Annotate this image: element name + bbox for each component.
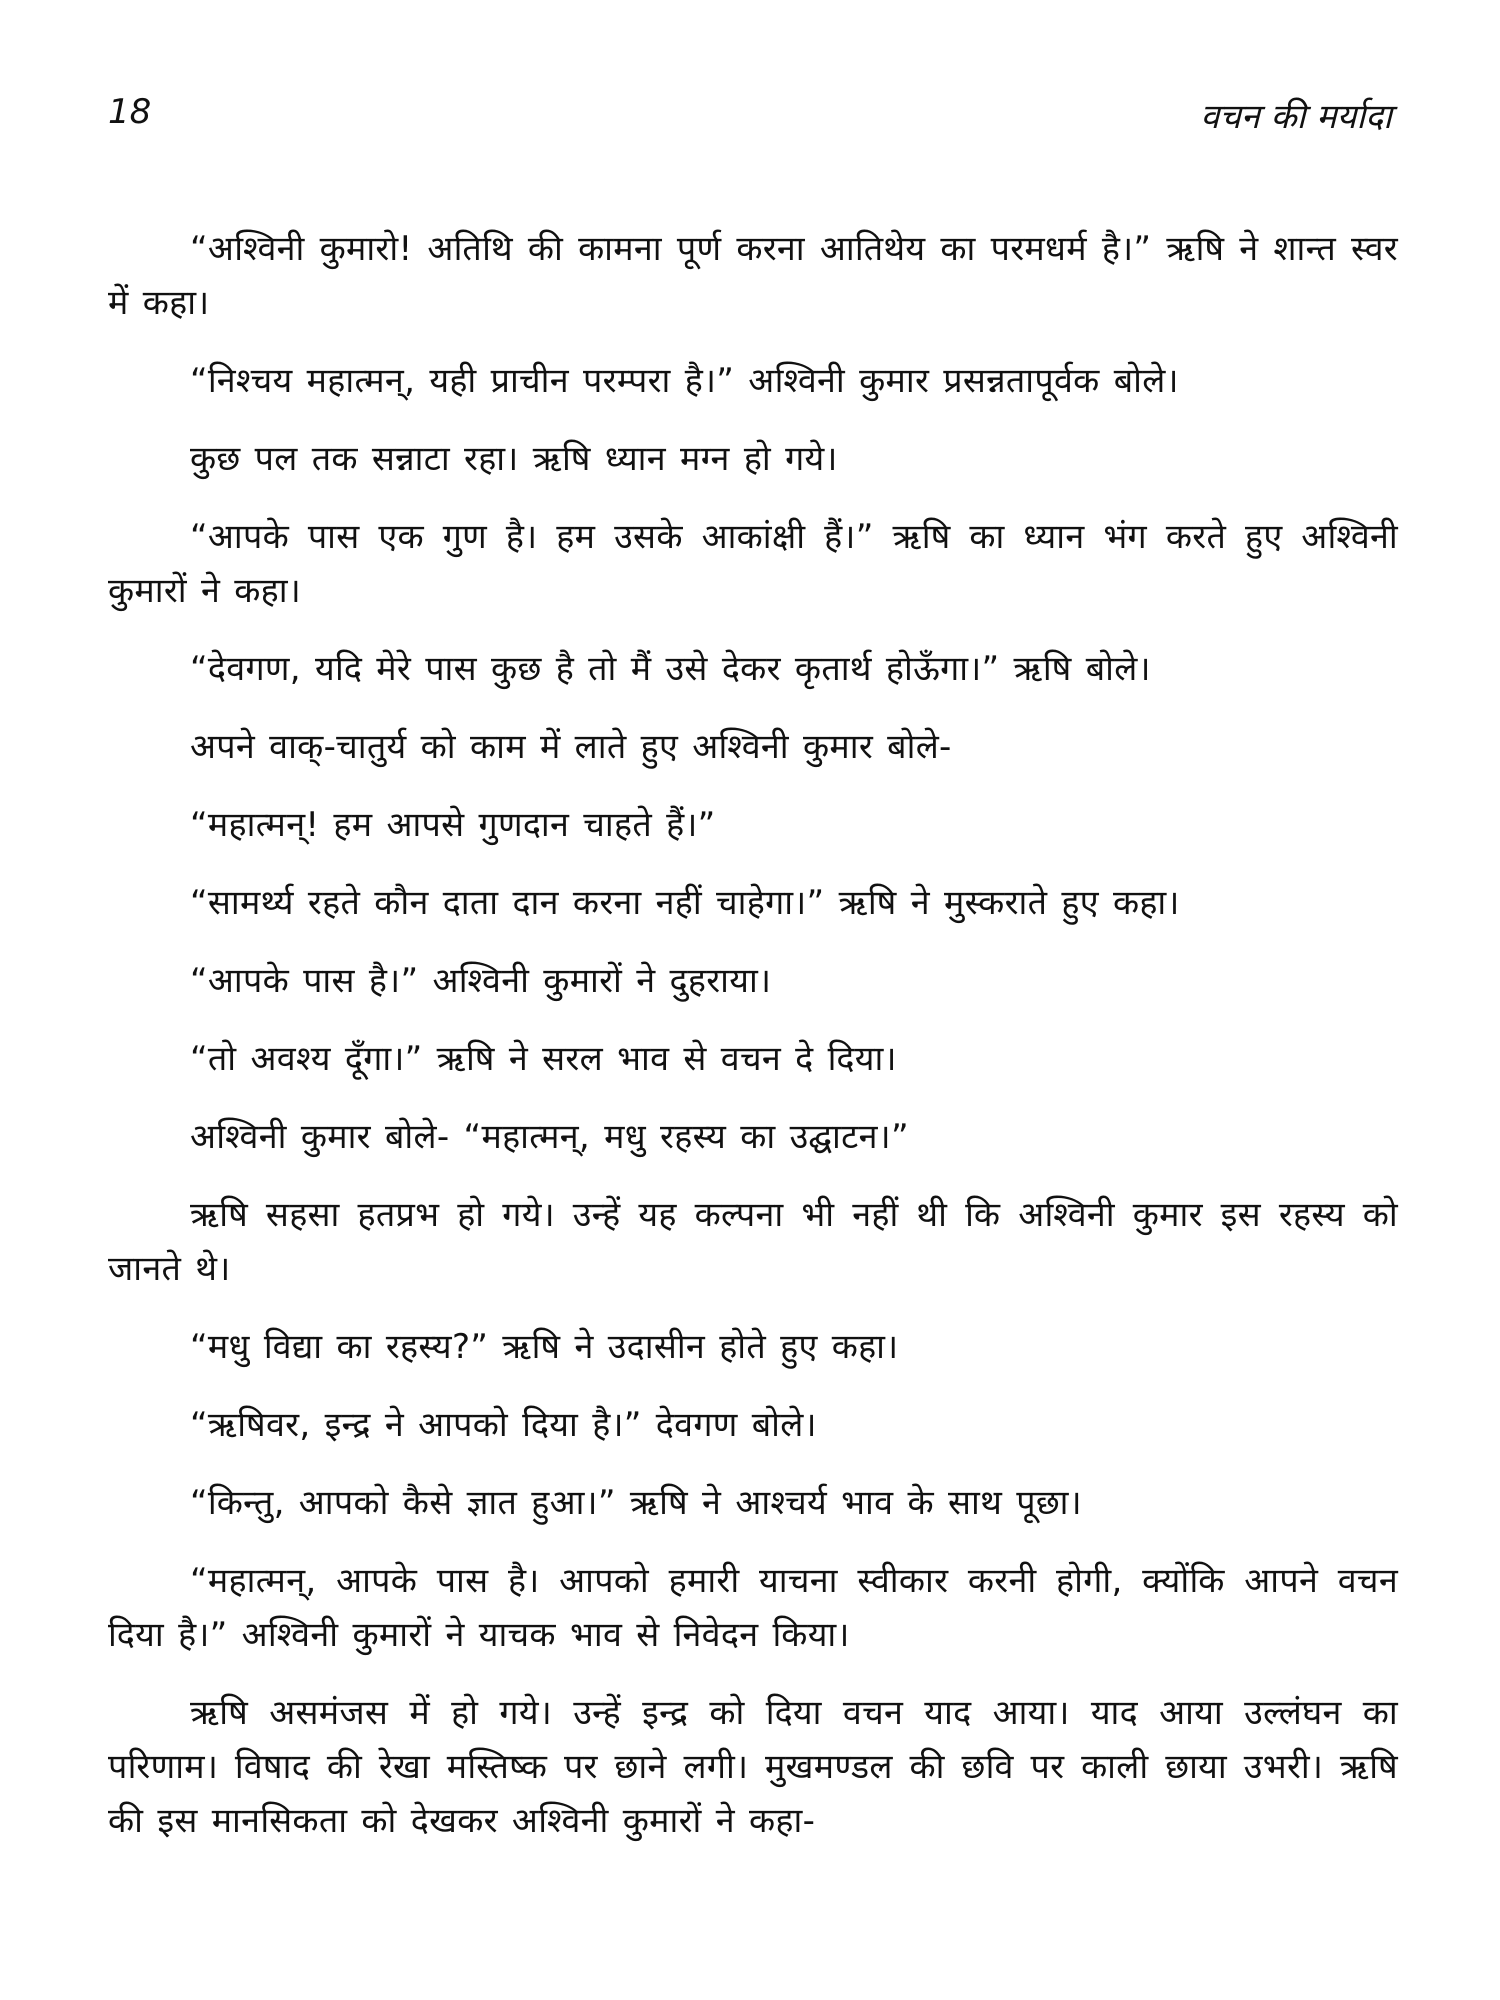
page-number: 18 bbox=[108, 92, 152, 132]
paragraph: “महात्मन्! हम आपसे गुणदान चाहते हैं।” bbox=[190, 805, 716, 845]
paragraph: “आपके पास एक गुण है। हम उसके आकांक्षी हैं।” ऋषि का ध्यान भंग करते हुए अश्विनी कुमारों ने कहा। bbox=[108, 517, 1398, 611]
paragraph: “निश्चय महात्मन्, यही प्राचीन परम्परा है।” अश्विनी कुमार प्रसन्नतापूर्वक बोले। bbox=[190, 361, 1179, 401]
paragraph: “सामर्थ्य रहते कौन दाता दान करना नहीं चाहेगा।” ऋषि ने मुस्कराते हुए कहा। bbox=[190, 883, 1180, 923]
paragraph: अश्विनी कुमार बोले- “महात्मन्, मधु रहस्य का उद्घाटन।” bbox=[190, 1117, 909, 1157]
paragraph: “किन्तु, आपको कैसे ज्ञात हुआ।” ऋषि ने आश्चर्य भाव के साथ पूछा। bbox=[190, 1483, 1082, 1523]
body-text bbox=[108, 222, 1398, 1872]
paragraph: अपने वाक्-चातुर्य को काम में लाते हुए अश्विनी कुमार बोले- bbox=[190, 727, 952, 767]
paragraph: ऋषि असमंजस में हो गये। उन्हें इन्द्र को दिया वचन याद आया। याद आया उल्लंघन का परिणाम। विषाद की रेखा मस्तिष्क पर छाने लगी। मुखमण्डल की छवि पर काली छाया उभरी। ऋषि की इस मानसिकता को देखकर अश्विनी कुमारों ने कहा- bbox=[108, 1693, 1398, 1841]
paragraph: “महात्मन्, आपके पास है। आपको हमारी याचना स्वीकार करनी होगी, क्योंकि आपने वचन दिया है।” अश्विनी कुमारों ने याचक भाव से निवेदन किया। bbox=[108, 1561, 1398, 1655]
paragraph: “देवगण, यदि मेरे पास कुछ है तो मैं उसे देकर कृतार्थ होऊँगा।” ऋषि बोले। bbox=[190, 649, 1151, 689]
paragraph: “मधु विद्या का रहस्य?” ऋषि ने उदासीन होते हुए कहा। bbox=[190, 1327, 899, 1367]
paragraph: “तो अवश्य दूँगा।” ऋषि ने सरल भाव से वचन दे दिया। bbox=[190, 1039, 897, 1079]
paragraph: “ऋषिवर, इन्द्र ने आपको दिया है।” देवगण बोले। bbox=[190, 1405, 817, 1445]
paragraph: “अश्विनी कुमारो! अतिथि की कामना पूर्ण करना आतिथेय का परमधर्म है।” ऋषि ने शान्त स्वर में कहा। bbox=[108, 229, 1398, 323]
paragraph: ऋषि सहसा हतप्रभ हो गये। उन्हें यह कल्पना भी नहीं थी कि अश्विनी कुमार इस रहस्य को जानते थे। bbox=[108, 1195, 1398, 1289]
paragraph: “आपके पास है।” अश्विनी कुमारों ने दुहराया। bbox=[190, 961, 772, 1001]
running-header bbox=[108, 92, 1392, 142]
book-title: वचन की मर्यादा bbox=[1200, 97, 1392, 137]
paragraph: कुछ पल तक सन्नाटा रहा। ऋषि ध्यान मग्न हो गये। bbox=[190, 439, 838, 479]
